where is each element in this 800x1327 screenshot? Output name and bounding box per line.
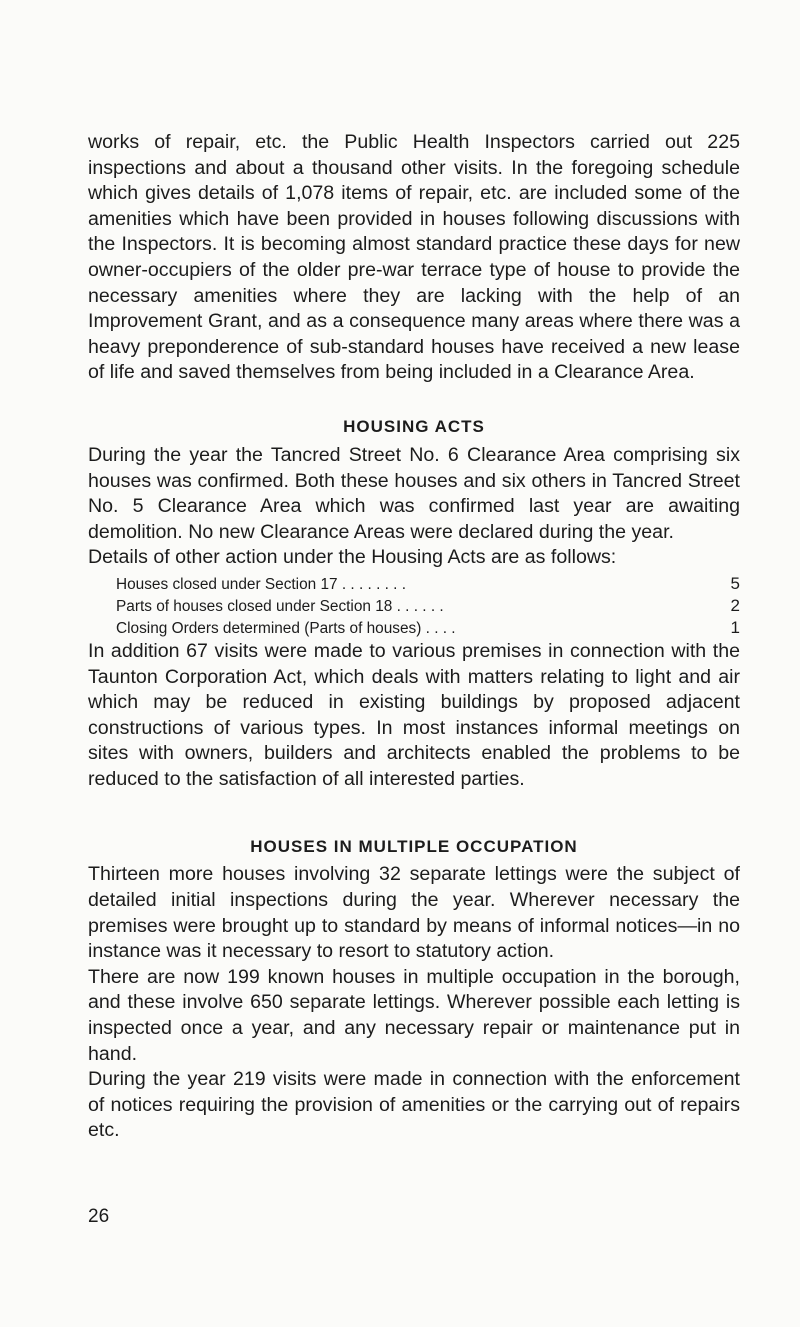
multiple-occupation-paragraph-1: Thirteen more houses involving 32 separate lettings were the subject of detailed initial inspections during the year. Wherever necessary the premises were brought up to standard by means of informal notices—in no instance was it necessary to resort to statutory action.	[88, 863, 740, 963]
page-number: 26	[88, 1206, 110, 1227]
row-value: 2	[730, 595, 740, 615]
row-label: Parts of houses closed under Section 18 . . . . . .	[116, 597, 444, 615]
table-row	[116, 573, 740, 595]
row-label: Houses closed under Section 17 . . . . . . . .	[116, 575, 407, 593]
row-value: 1	[730, 617, 740, 637]
housing-acts-paragraph-2: Details of other action under the Housing Acts are as follows:	[88, 546, 617, 569]
table-row	[116, 617, 740, 639]
housing-acts-heading: HOUSING ACTS	[343, 416, 485, 436]
multiple-occupation-heading: HOUSES IN MULTIPLE OCCUPATION	[250, 837, 578, 857]
multiple-occupation-paragraph-2: There are now 199 known houses in multiple occupation in the borough, and these involve 650 separate lettings. Wherever possible each letting is inspected once a year, and any necessary repair or maintenance put in hand.	[88, 965, 740, 1065]
row-value: 5	[730, 573, 740, 593]
multiple-occupation-paragraph-3: During the year 219 visits were made in connection with the enforcement of notices requiring the provision of amenities or the carrying out of repairs etc.	[88, 1068, 740, 1142]
intro-paragraph: works of repair, etc. the Public Health Inspectors carried out 225 inspections and about a thousand other visits. In the foregoing schedule which gives details of 1,078 items of repair, etc. are included some of the amenities which have been provided in houses following discussions with the Inspectors. It is becoming almost standard practice these days for new owner-occupiers of the older pre-war terrace type of house to provide the necessary amenities where they are lacking with the help of an Improvement Grant, and as a consequence many areas where there was a heavy preponderence of sub-standard houses have received a new lease of life and saved themselves from being included in a Clearance Area.	[88, 131, 740, 384]
row-label: Closing Orders determined (Parts of houses) . . . .	[116, 619, 456, 637]
housing-acts-paragraph-3: In addition 67 visits were made to various premises in connection with the Taunton Corporation Act, which deals with matters relating to light and air which may be reduced in existing buildings by proposed adjacent constructions of various types. In most instances informal meetings on sites with owners, builders and architects enabled the problems to be reduced to the satisfaction of all interested parties.	[88, 639, 740, 790]
housing-actions-table	[88, 573, 740, 639]
table-row	[116, 595, 740, 617]
housing-acts-paragraph-1: During the year the Tancred Street No. 6 Clearance Area comprising six houses was confirmed. Both these houses and six others in Tancred Street No. 5 Clearance Area which was confirmed last year are awaiting demolition. No new Clearance Areas were declared during the year.	[88, 443, 740, 543]
